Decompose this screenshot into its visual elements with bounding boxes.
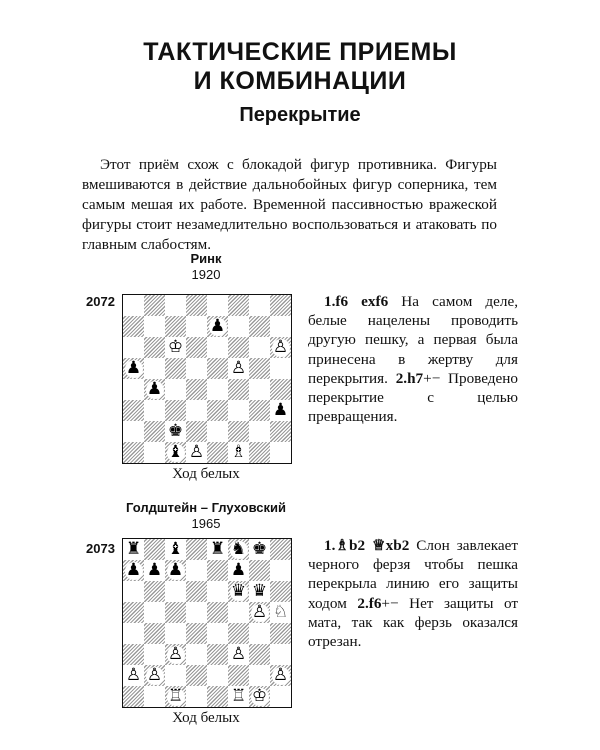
chess-piece: ♟ bbox=[125, 358, 142, 378]
board-square bbox=[228, 337, 249, 358]
board-square bbox=[270, 379, 291, 400]
chess-piece: ♖ bbox=[230, 686, 247, 706]
board-square bbox=[165, 602, 186, 623]
board-square bbox=[249, 337, 270, 358]
board-square bbox=[207, 623, 228, 644]
board-square bbox=[186, 581, 207, 602]
board-square bbox=[207, 421, 228, 442]
board-square bbox=[123, 421, 144, 442]
board-square bbox=[165, 358, 186, 379]
solution-comment bbox=[348, 293, 361, 310]
board-square bbox=[144, 358, 165, 379]
board-square bbox=[249, 358, 270, 379]
problem-players: Голдштейн – Глуховский bbox=[125, 500, 286, 515]
board-square bbox=[249, 539, 270, 560]
board-square bbox=[186, 295, 207, 316]
chess-piece: ♙ bbox=[272, 337, 289, 357]
board-square bbox=[123, 665, 144, 686]
board-square bbox=[249, 644, 270, 665]
solution-text bbox=[308, 292, 518, 426]
board-square bbox=[186, 560, 207, 581]
section-subtitle: Перекрытие bbox=[239, 104, 361, 126]
board-square bbox=[228, 400, 249, 421]
board-square bbox=[144, 686, 165, 707]
board-square bbox=[165, 665, 186, 686]
board-square bbox=[270, 337, 291, 358]
solution-comment: +− Нет защиты от мата, так как ферзь оказался отрезан. bbox=[308, 594, 518, 651]
board-square bbox=[249, 421, 270, 442]
board-square bbox=[207, 581, 228, 602]
chess-piece: ♙ bbox=[251, 602, 268, 622]
board-square bbox=[165, 623, 186, 644]
board-square bbox=[123, 560, 144, 581]
board-square bbox=[186, 379, 207, 400]
board-square bbox=[249, 316, 270, 337]
board-square bbox=[144, 421, 165, 442]
board-square bbox=[270, 581, 291, 602]
board-square bbox=[123, 581, 144, 602]
board-square bbox=[165, 442, 186, 463]
board-square bbox=[186, 316, 207, 337]
move-notation: 2.f6 bbox=[357, 594, 382, 612]
chess-piece: ♙ bbox=[230, 644, 247, 664]
board-square bbox=[270, 623, 291, 644]
board-square bbox=[123, 442, 144, 463]
board-square bbox=[270, 686, 291, 707]
problem-number: 2073 bbox=[86, 541, 115, 556]
chess-piece: ♜ bbox=[209, 539, 226, 559]
chess-piece: ♞ bbox=[230, 539, 247, 559]
board-square bbox=[207, 539, 228, 560]
board-square bbox=[228, 295, 249, 316]
board-square bbox=[186, 421, 207, 442]
board-square bbox=[165, 686, 186, 707]
board-square bbox=[270, 602, 291, 623]
move-notation: 2.h7 bbox=[395, 369, 424, 387]
board-square bbox=[249, 560, 270, 581]
board-square bbox=[207, 665, 228, 686]
board-square bbox=[144, 644, 165, 665]
board-square bbox=[207, 358, 228, 379]
side-to-move: Ход белых bbox=[172, 466, 240, 482]
board-square bbox=[144, 337, 165, 358]
chess-piece: ♛ bbox=[251, 581, 268, 601]
board-square bbox=[207, 400, 228, 421]
chess-piece: ♔ bbox=[251, 686, 268, 706]
problem-year: 1920 bbox=[191, 267, 221, 282]
chess-piece: ♙ bbox=[230, 358, 247, 378]
chess-piece: ♔ bbox=[167, 337, 184, 357]
chess-piece: ♙ bbox=[188, 442, 205, 462]
board-square bbox=[144, 379, 165, 400]
board-square bbox=[228, 442, 249, 463]
board-square bbox=[144, 295, 165, 316]
board-square bbox=[249, 379, 270, 400]
board-square bbox=[270, 400, 291, 421]
chess-piece: ♟ bbox=[209, 316, 226, 336]
intro-paragraph: Этот приём схож с блокадой фигур противника. Фигуры вмешиваются в действие дальнобойных фигур соперника, тем самым мешая их работе. Временной пассивностью вражеской фигуры стоит незамедлительно воспользоваться и атаковать по главным слабостям. bbox=[82, 156, 497, 253]
board-square bbox=[186, 686, 207, 707]
board-square bbox=[165, 539, 186, 560]
board-square bbox=[186, 358, 207, 379]
board-square bbox=[270, 665, 291, 686]
chess-piece: ♘ bbox=[272, 602, 289, 622]
board-square bbox=[228, 560, 249, 581]
board-square bbox=[123, 623, 144, 644]
board-square bbox=[165, 560, 186, 581]
side-to-move: Ход белых bbox=[172, 710, 240, 726]
board-square bbox=[144, 581, 165, 602]
board-square bbox=[207, 560, 228, 581]
solution-comment bbox=[365, 537, 372, 554]
solution-comment: +− Проведено перекрытие с целью превращения. bbox=[308, 369, 518, 426]
board-square bbox=[270, 421, 291, 442]
board-square bbox=[228, 379, 249, 400]
board-square bbox=[165, 644, 186, 665]
board-square bbox=[270, 539, 291, 560]
board-square bbox=[144, 400, 165, 421]
board-square bbox=[186, 337, 207, 358]
board-square bbox=[249, 295, 270, 316]
board-square bbox=[228, 602, 249, 623]
chapter-title-line1: ТАКТИЧЕСКИЕ ПРИЕМЫ bbox=[143, 38, 457, 66]
board-square bbox=[270, 560, 291, 581]
board-square bbox=[249, 581, 270, 602]
board-square bbox=[123, 644, 144, 665]
solution-comment: Слон завлекает черного ферзя чтобы пешка перекрыла линию его защиты ходом bbox=[308, 537, 519, 612]
chess-piece: ♚ bbox=[167, 421, 184, 441]
board-square bbox=[228, 421, 249, 442]
chess-piece: ♚ bbox=[251, 539, 268, 559]
problem-players: Ринк bbox=[190, 251, 222, 266]
solution-comment: На самом деле, белые нацелены проводить другую пешку, а первая была принесена в жертву для перекрытия. bbox=[308, 293, 518, 387]
chess-piece: ♟ bbox=[230, 560, 247, 580]
problem-number: 2072 bbox=[86, 294, 115, 309]
board-square bbox=[270, 316, 291, 337]
chess-piece: ♝ bbox=[167, 442, 184, 462]
solution-text bbox=[308, 536, 518, 651]
board-square bbox=[249, 686, 270, 707]
board-square bbox=[228, 686, 249, 707]
board-square bbox=[270, 358, 291, 379]
board-square bbox=[186, 400, 207, 421]
board-square bbox=[144, 665, 165, 686]
board-square bbox=[270, 295, 291, 316]
board-square bbox=[165, 581, 186, 602]
board-square bbox=[228, 316, 249, 337]
chapter-title-line2: И КОМБИНАЦИИ bbox=[193, 67, 407, 95]
move-notation: 1.♗b2 bbox=[324, 537, 366, 554]
chess-piece: ♟ bbox=[146, 379, 163, 399]
board-square bbox=[144, 560, 165, 581]
chess-piece: ♝ bbox=[167, 539, 184, 559]
board-square bbox=[123, 337, 144, 358]
board-square bbox=[249, 400, 270, 421]
board-square bbox=[228, 539, 249, 560]
board-square bbox=[165, 379, 186, 400]
board-square bbox=[207, 337, 228, 358]
board-square bbox=[228, 665, 249, 686]
board-square bbox=[165, 316, 186, 337]
board-square bbox=[270, 442, 291, 463]
board-square bbox=[249, 623, 270, 644]
board-square bbox=[186, 644, 207, 665]
board-square bbox=[207, 295, 228, 316]
chess-piece: ♙ bbox=[146, 665, 163, 685]
board-square bbox=[249, 665, 270, 686]
board-square bbox=[165, 400, 186, 421]
board-square bbox=[207, 316, 228, 337]
board-square bbox=[123, 539, 144, 560]
move-notation: ♕xb2 bbox=[372, 537, 410, 554]
problem-year: 1965 bbox=[191, 516, 221, 531]
chess-piece: ♟ bbox=[272, 400, 289, 420]
board-square bbox=[144, 623, 165, 644]
board-square bbox=[249, 602, 270, 623]
board-square bbox=[207, 686, 228, 707]
chess-piece: ♜ bbox=[125, 539, 142, 559]
board-square bbox=[207, 644, 228, 665]
chessboard bbox=[122, 538, 292, 708]
board-square bbox=[186, 665, 207, 686]
board-square bbox=[123, 379, 144, 400]
chess-piece: ♗ bbox=[230, 442, 247, 462]
chess-piece: ♟ bbox=[125, 560, 142, 580]
board-square bbox=[165, 337, 186, 358]
board-square bbox=[123, 295, 144, 316]
board-square bbox=[228, 358, 249, 379]
board-square bbox=[186, 602, 207, 623]
board-square bbox=[123, 400, 144, 421]
chess-piece: ♛ bbox=[230, 581, 247, 601]
chess-piece: ♖ bbox=[167, 686, 184, 706]
board-square bbox=[207, 442, 228, 463]
move-notation: exf6 bbox=[361, 293, 389, 310]
board-square bbox=[228, 581, 249, 602]
board-square bbox=[144, 442, 165, 463]
board-square bbox=[144, 602, 165, 623]
board-square bbox=[207, 602, 228, 623]
board-square bbox=[144, 316, 165, 337]
chess-piece: ♟ bbox=[167, 560, 184, 580]
chess-piece: ♙ bbox=[272, 665, 289, 685]
board-square bbox=[186, 539, 207, 560]
board-square bbox=[249, 442, 270, 463]
board-square bbox=[144, 539, 165, 560]
move-notation: 1.f6 bbox=[324, 293, 349, 310]
board-square bbox=[228, 623, 249, 644]
board-square bbox=[270, 644, 291, 665]
board-square bbox=[186, 623, 207, 644]
board-square bbox=[165, 295, 186, 316]
chess-piece: ♙ bbox=[167, 644, 184, 664]
board-square bbox=[123, 316, 144, 337]
board-square bbox=[207, 379, 228, 400]
board-square bbox=[123, 686, 144, 707]
board-square bbox=[123, 602, 144, 623]
chess-piece: ♟ bbox=[146, 560, 163, 580]
board-square bbox=[123, 358, 144, 379]
board-square bbox=[165, 421, 186, 442]
chessboard bbox=[122, 294, 292, 464]
chess-piece: ♙ bbox=[125, 665, 142, 685]
board-square bbox=[186, 442, 207, 463]
board-square bbox=[228, 644, 249, 665]
